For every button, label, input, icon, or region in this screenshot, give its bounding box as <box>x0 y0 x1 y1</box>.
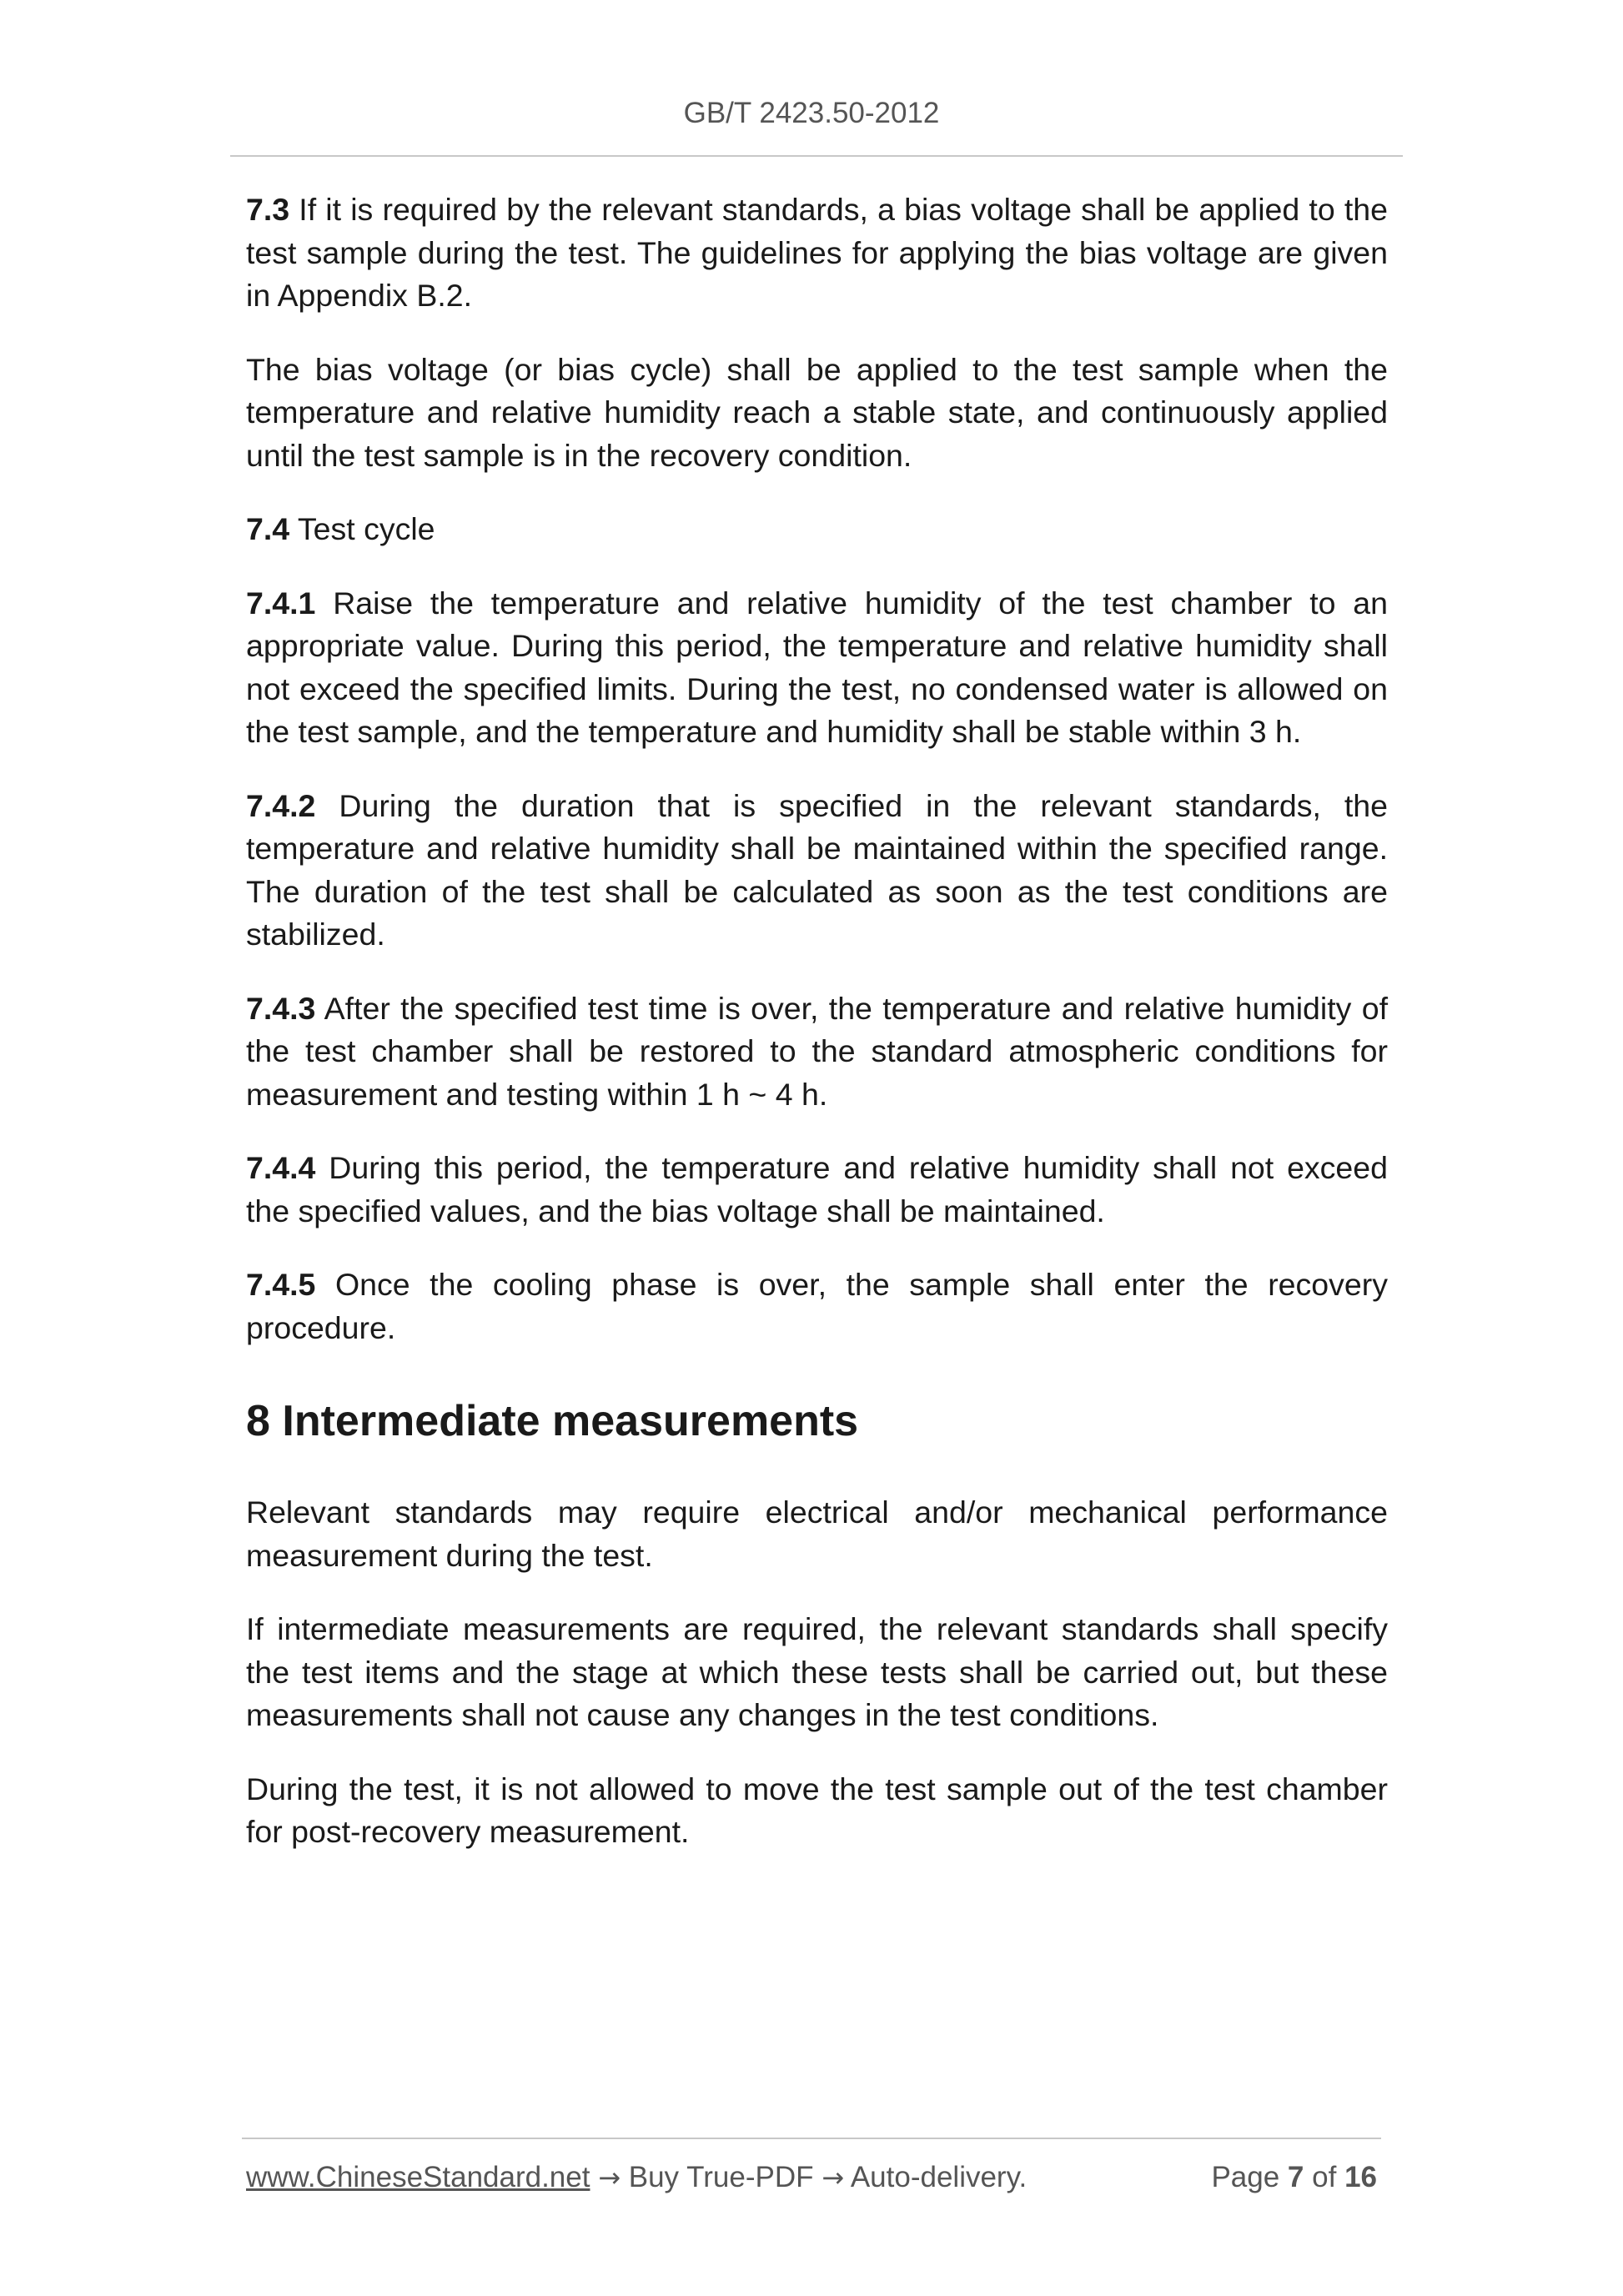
current-page: 7 <box>1287 2161 1304 2193</box>
section-8-heading: 8 Intermediate measurements <box>246 1397 859 1445</box>
paragraph-bias-voltage <box>246 349 1388 478</box>
footer-promo <box>246 2161 1027 2194</box>
clause-number: 7.4.4 <box>246 1150 316 1185</box>
total-pages: 16 <box>1344 2161 1377 2193</box>
clause-number: 7.4.5 <box>246 1267 316 1302</box>
paragraph-7-3 <box>246 188 1388 318</box>
buy-pdf-text: Buy True-PDF <box>628 2161 814 2193</box>
page-of-label: of <box>1312 2161 1337 2193</box>
section-8-paragraph: Relevant standards may require electrical and/or mechanical performance measurement during the test. <box>246 1495 1388 1573</box>
paragraph-7-4-2 <box>246 785 1388 957</box>
paragraph-text: After the specified test time is over, the temperature and relative humidity of the test chamber shall be restored to the standard atmospheric conditions for measurement and testing within 1 h ~ 4 h. <box>246 990 1388 1112</box>
page-label: Page <box>1211 2161 1280 2193</box>
document-id-header: GB/T 2423.50-2012 <box>683 97 940 129</box>
arrow-right-icon: → <box>598 2162 621 2193</box>
paragraph-7-4-1 <box>246 582 1388 754</box>
website-link[interactable]: www.ChineseStandard.net <box>246 2161 590 2193</box>
clause-number: 7.4.1 <box>246 585 316 620</box>
paragraph-text: Test cycle <box>289 511 435 546</box>
page-footer <box>246 2161 1377 2203</box>
paragraph-7-4-5 <box>246 1264 1388 1349</box>
page-number <box>1211 2161 1377 2194</box>
paragraph-text: During the duration that is specified in the relevant standards, the temperature and relative humidity shall be maintained within the specified range. The duration of the test shall be calculated as soon as the test conditions are stabilized. <box>246 787 1388 952</box>
page-body <box>246 188 1388 1885</box>
clause-number: 7.4 <box>246 511 290 546</box>
header-divider <box>230 155 1403 157</box>
paragraph-7-4-3 <box>246 987 1388 1117</box>
paragraph-7-4-4 <box>246 1147 1388 1233</box>
paragraph-text: Once the cooling phase is over, the sample shall enter the recovery procedure. <box>246 1267 1388 1345</box>
footer-divider <box>242 2138 1381 2139</box>
clause-number: 7.4.3 <box>246 990 316 1026</box>
section-8-paragraph: If intermediate measurements are required, the relevant standards shall specify the test items and the stage at which these tests shall be carried out, but these measurements shall not cause any changes in the test conditions. <box>246 1611 1388 1732</box>
paragraph-text: Raise the temperature and relative humidity of the test chamber to an appropriate value. During this period, the temperature and relative humidity shall not exceed the specified limits. During the test, no condensed water is allowed on the test sample, and the temperature and humidity shall be stable within 3 h. <box>246 585 1388 749</box>
paragraph-7-4 <box>246 508 1388 551</box>
paragraph-text: If it is required by the relevant standards, a bias voltage shall be applied to the test sample during the test. The guidelines for applying the bias voltage are given in Appendix B.2. <box>246 192 1388 313</box>
section-8-paragraph: During the test, it is not allowed to move the test sample out of the test chamber for post-recovery measurement. <box>246 1771 1388 1849</box>
paragraph-text: During this period, the temperature and relative humidity shall not exceed the specified values, and the bias voltage shall be maintained. <box>246 1150 1388 1228</box>
clause-number: 7.4.2 <box>246 787 316 823</box>
paragraph-text: The bias voltage (or bias cycle) shall be applied to the test sample when the temperature and relative humidity reach a stable state, and continuously applied until the test sample is in the recovery condition. <box>246 351 1388 473</box>
auto-delivery-text: Auto-delivery. <box>850 2161 1028 2193</box>
arrow-right-icon: → <box>822 2162 845 2193</box>
clause-number: 7.3 <box>246 192 290 227</box>
